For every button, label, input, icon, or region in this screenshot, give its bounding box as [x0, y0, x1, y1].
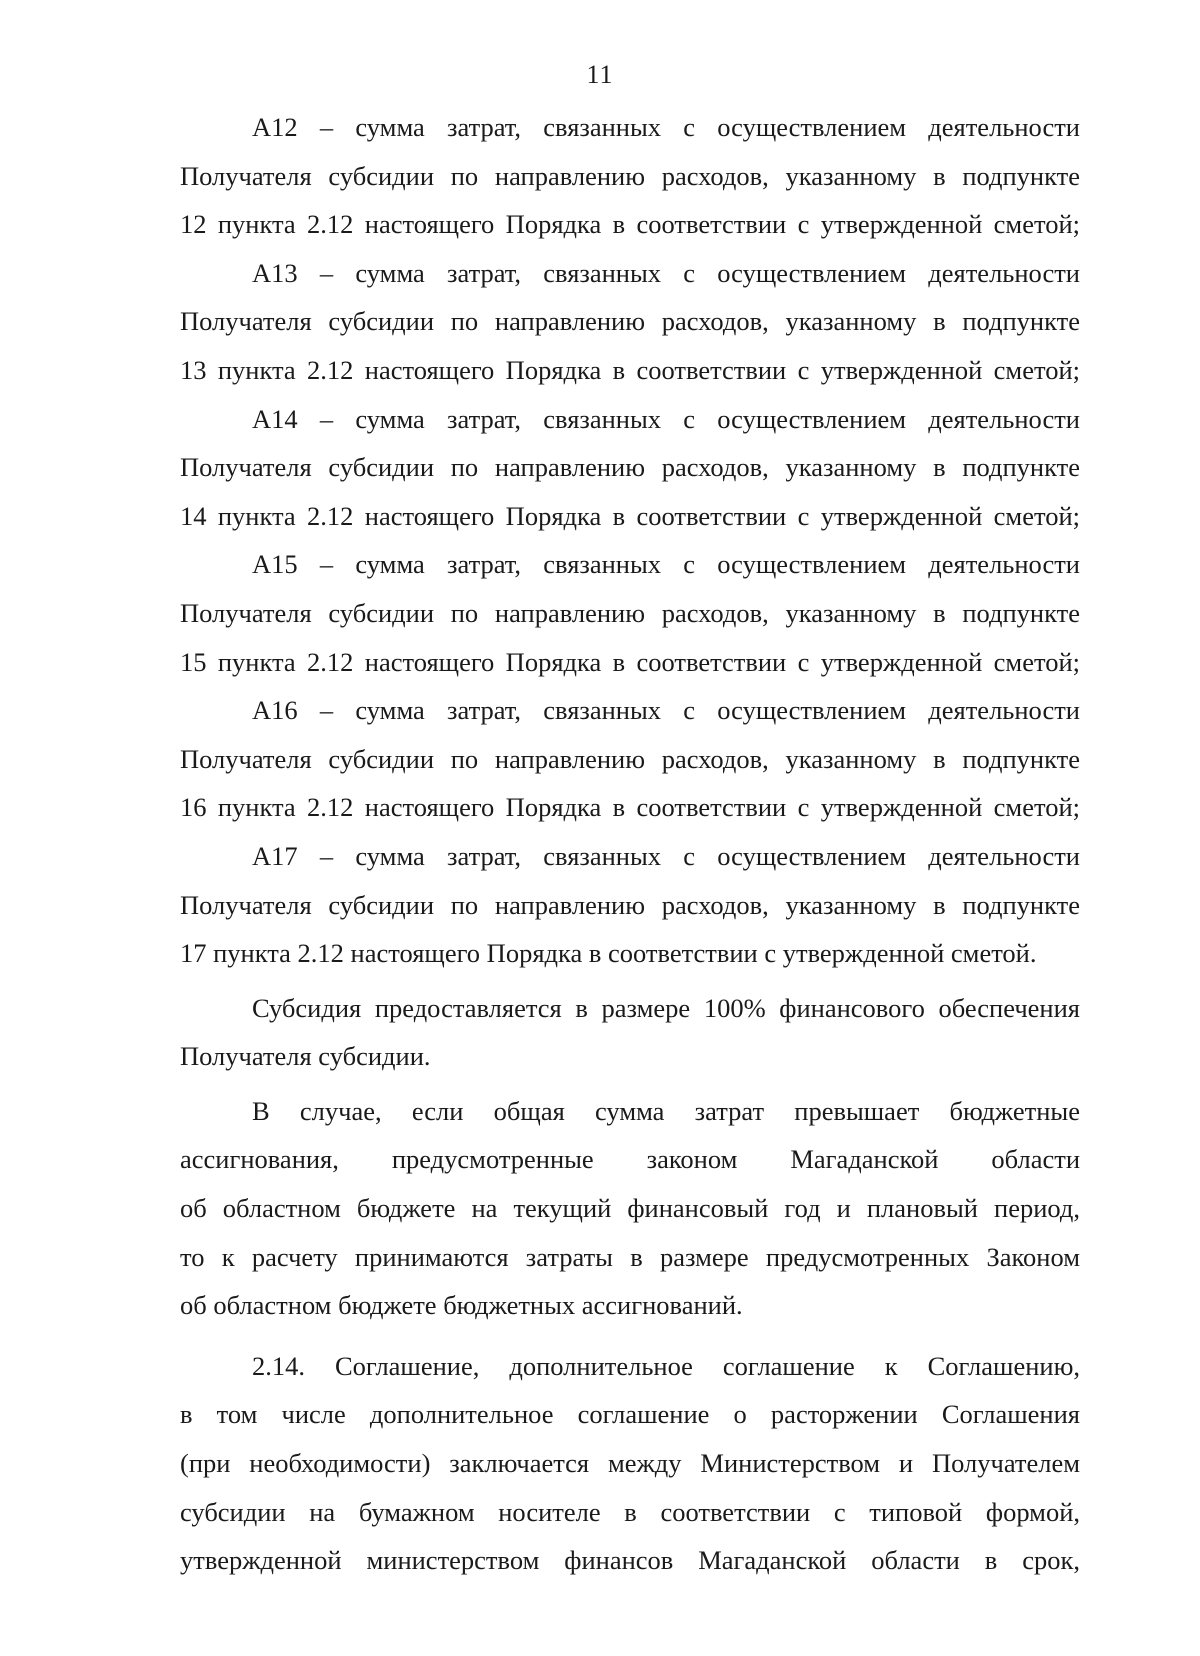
paragraph-line: об областном бюджете бюджетных ассигнований. [180, 1290, 743, 1321]
paragraph-line: В случае, если общая сумма затрат превышает бюджетные [252, 1095, 1080, 1126]
paragraph-excess-costs [180, 1087, 1080, 1330]
paragraph-line: то к расчету принимаются затраты в размере предусмотренных Законом [180, 1241, 1080, 1272]
paragraph-line: А17 – сумма затрат, связанных с осуществлением деятельности [252, 840, 1080, 871]
paragraph-line: А12 – сумма затрат, связанных с осуществлением деятельности [252, 112, 1080, 142]
paragraph-a16 [180, 686, 1080, 832]
paragraph-a15 [180, 540, 1080, 686]
paragraph-line: субсидии на бумажном носителе в соответствии с типовой формой, [180, 1496, 1080, 1527]
paragraph-line: А16 – сумма затрат, связанных с осуществлением деятельности [252, 695, 1080, 726]
paragraph-line: Получателя субсидии по направлению расходов, указанному в подпункте [180, 743, 1080, 774]
paragraph-a14 [180, 395, 1080, 541]
paragraph-line: 2.14. Соглашение, дополнительное соглашение к Соглашению, [252, 1350, 1080, 1381]
paragraph-line: в том числе дополнительное соглашение о расторжении Соглашения [180, 1399, 1080, 1430]
paragraph-a13 [180, 249, 1080, 395]
paragraph-line: Получателя субсидии по направлению расходов, указанному в подпункте [180, 597, 1080, 628]
paragraph-line: Получателя субсидии по направлению расходов, указанному в подпункте [180, 160, 1080, 191]
paragraph-line: 14 пункта 2.12 настоящего Порядка в соответствии с утвержденной сметой; [180, 500, 1080, 531]
paragraph-line: А14 – сумма затрат, связанных с осуществлением деятельности [252, 403, 1080, 434]
paragraph-line: утвержденной министерством финансов Магаданской области в срок, [180, 1545, 1080, 1576]
paragraph-line: (при необходимости) заключается между Министерством и Получателем [180, 1448, 1080, 1479]
paragraph-line: 16 пункта 2.12 настоящего Порядка в соответствии с утвержденной сметой; [180, 792, 1080, 823]
paragraph-line: 15 пункта 2.12 настоящего Порядка в соответствии с утвержденной сметой; [180, 646, 1080, 677]
page-number: 11 [586, 60, 614, 89]
paragraph-a17 [180, 832, 1080, 978]
paragraph-line: 17 пункта 2.12 настоящего Порядка в соответствии с утвержденной сметой. [180, 938, 1037, 969]
paragraph-line: об областном бюджете на текущий финансовый год и плановый период, [180, 1193, 1080, 1224]
paragraph-line: А15 – сумма затрат, связанных с осуществлением деятельности [252, 549, 1080, 580]
paragraph-line: Получателя субсидии по направлению расходов, указанному в подпункте [180, 306, 1080, 337]
paragraph-line: 13 пункта 2.12 настоящего Порядка в соответствии с утвержденной сметой; [180, 354, 1080, 385]
paragraph-line: ассигнования, предусмотренные законом Магаданской области [180, 1144, 1080, 1175]
paragraph-line: Получателя субсидии по направлению расходов, указанному в подпункте [180, 889, 1080, 920]
paragraph-line: А13 – сумма затрат, связанных с осуществлением деятельности [252, 257, 1080, 288]
paragraph-clause-2-14 [180, 1342, 1080, 1585]
paragraph-line: 12 пункта 2.12 настоящего Порядка в соответствии с утвержденной сметой; [180, 209, 1080, 240]
paragraph-line: Субсидия предоставляется в размере 100% финансового обеспечения [252, 992, 1080, 1023]
paragraph-a12 [180, 103, 1080, 249]
paragraph-subsidy-amount [180, 984, 1080, 1081]
paragraph-line: Получателя субсидии. [180, 1041, 431, 1072]
paragraph-line: Получателя субсидии по направлению расходов, указанному в подпункте [180, 452, 1080, 483]
document-body [180, 103, 1080, 1585]
